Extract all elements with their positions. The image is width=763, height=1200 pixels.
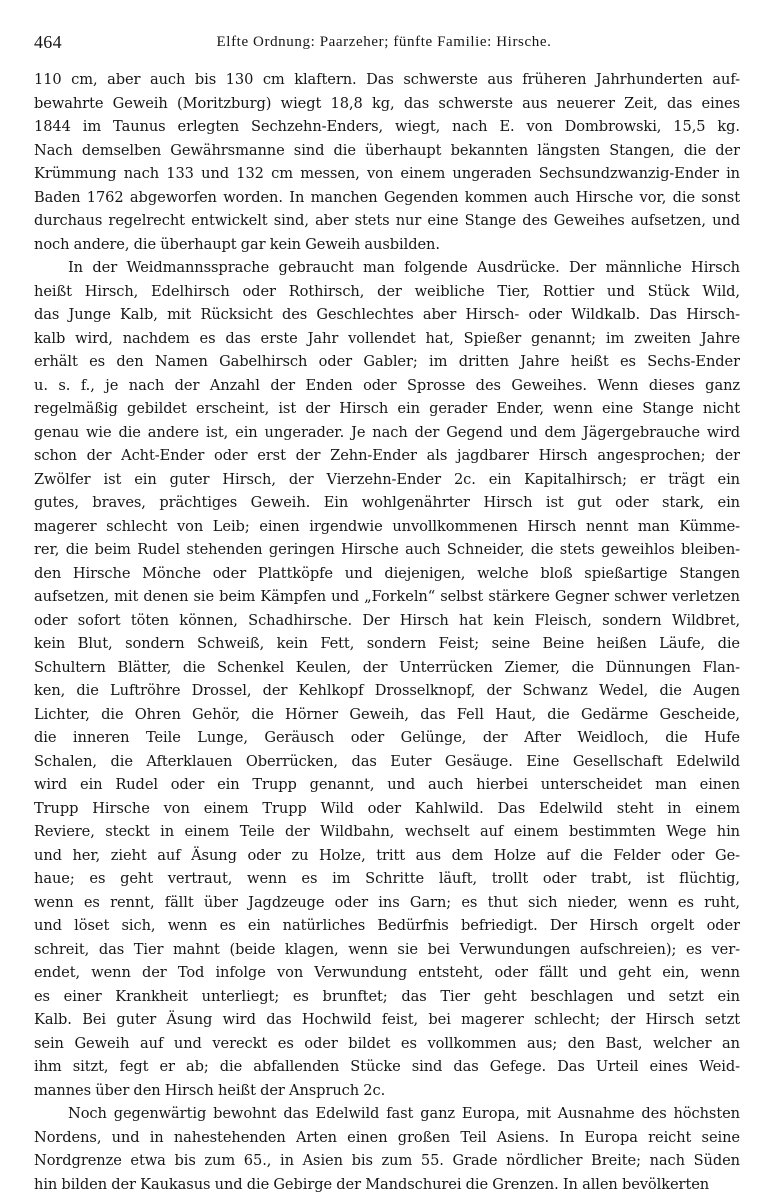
paragraph	[34, 68, 740, 256]
text-line: aufsetzen, mit denen sie beim Kämpfen und „Forkeln“ selbst stärkere Gegner schwer verletzen	[34, 588, 740, 605]
text-line: Nordens, und in nahestehenden Arten einen großen Teil Asiens. In Europa reicht seine	[34, 1128, 740, 1146]
text-line: kein Blut, sondern Schweiß, kein Fett, sondern Feist; seine Beine heißen Läufe, die	[34, 635, 740, 652]
text-line: wenn es rennt, fällt über Jagdzeuge oder ins Garn; es thut sich nieder, wenn es ruht,	[34, 893, 740, 911]
paragraph	[34, 1102, 740, 1196]
text-line: Nordgrenze etwa bis zum 65., in Asien bis zum 55. Grade nördlicher Breite; nach Süden	[34, 1152, 740, 1169]
text-line: Zwölfer ist ein guter Hirsch, der Vierzehn-Ender 2c. ein Kapitalhirsch; er trägt ein	[34, 470, 740, 488]
text-line: erhält es den Namen Gabelhirsch oder Gabler; im dritten Jahre heißt es Sechs-Ender	[34, 353, 740, 370]
text-line: die inneren Teile Lunge, Geräusch oder Gelünge, der After Weidloch, die Hufe	[34, 729, 740, 746]
text-line: kalb wird, nachdem es das erste Jahr vollendet hat, Spießer genannt; im zweiten Jahre	[34, 329, 740, 347]
text-line: den Hirsche Mönche oder Plattköpfe und diejenigen, welche bloß spießartige Stangen	[34, 564, 740, 582]
text-line: Krümmung nach 133 und 132 cm messen, von einem ungeraden Sechsundzwanzig-Ender in	[34, 165, 740, 182]
text-line: endet, wenn der Tod infolge von Verwundung entsteht, oder fällt und geht ein, wenn	[34, 964, 740, 981]
text-line: mannes über den Hirsch heißt der Anspruch 2c.	[34, 1081, 386, 1099]
text-line: ken, die Luftröhre Drossel, der Kehlkopf Drosselknopf, der Schwanz Wedel, die Augen	[34, 682, 740, 699]
text-line: Trupp Hirsche von einem Trupp Wild oder Kahlwild. Das Edelwild steht in einem	[34, 799, 740, 817]
text-line: u. s. f., je nach der Anzahl der Enden oder Sprosse des Geweihes. Wenn dieses ganz	[34, 376, 740, 394]
text-line: Schalen, die Afterklauen Oberrücken, das Euter Gesäuge. Eine Gesellschaft Edelwild	[34, 752, 740, 770]
body-text	[34, 68, 740, 1196]
running-title: Elfte Ordnung: Paarzeher; fünfte Familie: Hirsche.	[216, 34, 552, 50]
text-line: In der Weidmannssprache gebraucht man folgende Ausdrücke. Der männliche Hirsch	[68, 259, 740, 276]
text-line: schreit, das Tier mahnt (beide klagen, wenn sie bei Verwundungen aufschreien); es ver-	[34, 940, 740, 958]
text-line: Baden 1762 abgeworfen worden. In manchen Gegenden kommen auch Hirsche vor, die sonst	[34, 188, 740, 206]
text-line: 110 cm, aber auch bis 130 cm klaftern. Das schwerste aus früheren Jahrhunderten auf-	[34, 71, 740, 88]
text-line: rer, die beim Rudel stehenden geringen Hirsche auch Schneider, die stets geweihlos bleiben-	[34, 541, 740, 558]
text-line: heißt Hirsch, Edelhirsch oder Rothirsch, der weibliche Tier, Rottier und Stück Wild,	[34, 282, 740, 300]
text-line: und löset sich, wenn es ein natürliches Bedürfnis befriedigt. Der Hirsch orgelt oder	[34, 917, 740, 934]
text-line: und her, zieht auf Äsung oder zu Holze, tritt aus dem Holze auf die Felder oder Ge-	[34, 846, 740, 864]
text-line: regelmäßig gebildet erscheint, ist der Hirsch ein gerader Ender, wenn eine Stange nicht	[34, 400, 740, 417]
text-line: Kalb. Bei guter Äsung wird das Hochwild feist, bei magerer schlecht; der Hirsch setzt	[34, 1011, 740, 1028]
text-line: es einer Krankheit unterliegt; es brunftet; das Tier geht beschlagen und setzt ein	[34, 987, 740, 1005]
text-line: Lichter, die Ohren Gehör, die Hörner Geweih, das Fell Haut, die Gedärme Gescheide,	[34, 705, 740, 723]
text-line: magerer schlecht von Leib; einen irgendwie unvollkommenen Hirsch nennt man Kümme-	[34, 517, 740, 535]
text-line: genau wie die andere ist, ein ungerader. Je nach der Gegend und dem Jägergebrauche wird	[34, 423, 740, 441]
text-line: Noch gegenwärtig bewohnt das Edelwild fast ganz Europa, mit Ausnahme des höchsten	[68, 1105, 740, 1122]
text-line: hin bilden der Kaukasus und die Gebirge der Mandschurei die Grenzen. In allen bevölkerten	[34, 1175, 710, 1193]
text-line: das Junge Kalb, mit Rücksicht des Geschlechtes aber Hirsch- oder Wildkalb. Das Hirsch-	[34, 306, 740, 323]
text-line: schon der Acht-Ender oder erst der Zehn-Ender als jagdbarer Hirsch angesprochen; der	[34, 447, 740, 464]
text-line: oder sofort töten können, Schadhirsche. Der Hirsch hat kein Fleisch, sondern Wildbret,	[34, 611, 740, 629]
text-line: 1844 im Taunus erlegten Sechzehn-Enders, wiegt, nach E. von Dombrowski, 15,5 kg.	[34, 118, 740, 135]
text-line: Reviere, steckt in einem Teile der Wildbahn, wechselt auf einem bestimmten Wege hin	[34, 823, 740, 840]
paragraph	[34, 256, 740, 1102]
text-line: ihm sitzt, fegt er ab; die abfallenden Stücke sind das Gefege. Das Urteil eines Weid-	[34, 1058, 740, 1075]
text-line: Nach demselben Gewährsmanne sind die überhaupt bekannten längsten Stangen, die der	[34, 141, 740, 159]
text-line: durchaus regelrecht entwickelt sind, aber stets nur eine Stange des Geweihes aufsetzen, und	[34, 212, 740, 229]
text-line: sein Geweih auf und vereckt es oder bildet es vollkommen aus; den Bast, welcher an	[34, 1034, 740, 1052]
text-line: noch andere, die überhaupt gar kein Geweih ausbilden.	[34, 235, 440, 253]
text-line: haue; es geht vertraut, wenn es im Schritte läuft, trollt oder trabt, ist flüchtig,	[34, 870, 740, 887]
running-head	[34, 32, 734, 56]
page-number: 464	[34, 32, 62, 52]
text-line: wird ein Rudel oder ein Trupp genannt, und auch hierbei unterscheidet man einen	[34, 776, 740, 793]
text-line: Schultern Blätter, die Schenkel Keulen, der Unterrücken Ziemer, die Dünnungen Flan-	[34, 658, 740, 676]
text-line: gutes, braves, prächtiges Geweih. Ein wohlgenährter Hirsch ist gut oder stark, ein	[34, 494, 740, 511]
text-line: bewahrte Geweih (Moritzburg) wiegt 18,8 kg, das schwerste aus neuerer Zeit, das eines	[34, 94, 740, 112]
